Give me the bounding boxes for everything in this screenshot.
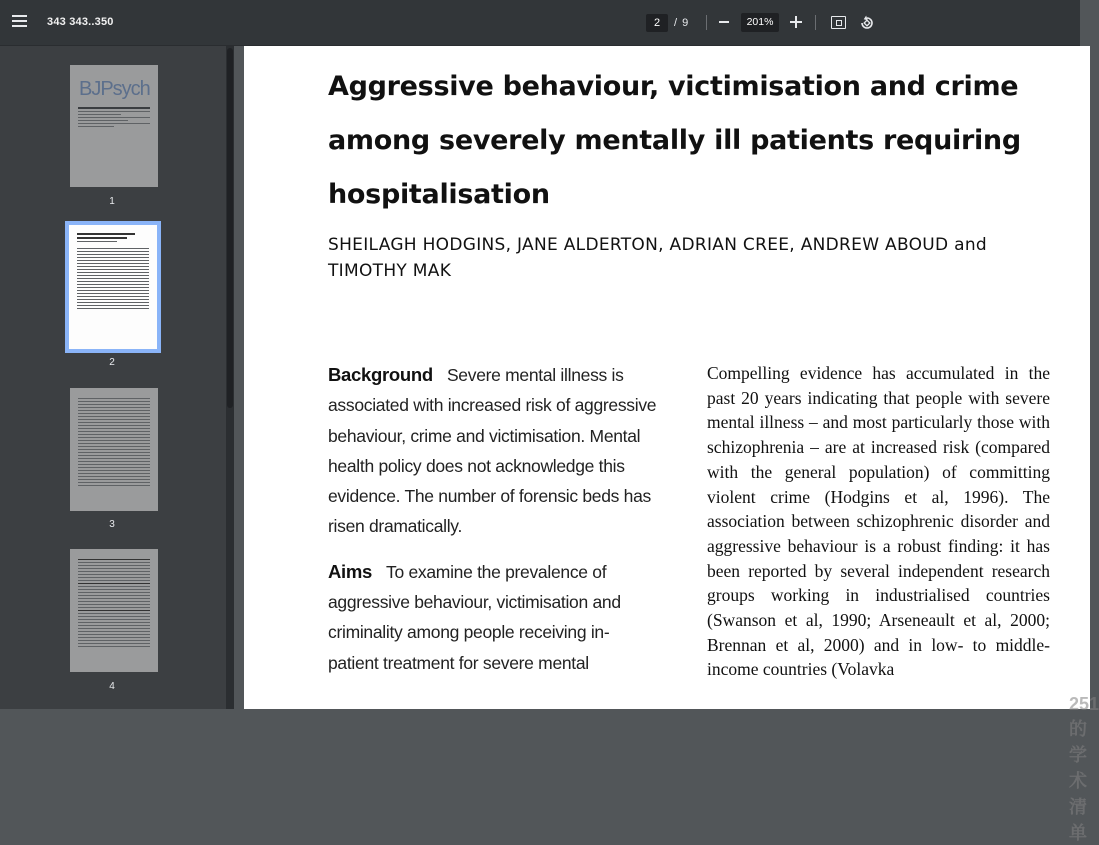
article-authors: SHEILAGH HODGINS, JANE ALDERTON, ADRIAN CREE, ANDREW ABOUD and TIMOTHY MAK bbox=[328, 235, 988, 281]
background-text: Severe mental illness is associated with increased risk of aggressive behaviour, crime and victimisation. Mental health policy does not acknowledge this evidence. The number of forensic beds has risen dramatically. bbox=[328, 365, 657, 537]
sidebar-scrollbar-thumb[interactable] bbox=[227, 48, 233, 408]
thumbnail-label: 1 bbox=[109, 196, 115, 207]
zoom-out-icon[interactable] bbox=[719, 21, 729, 23]
bjpsych-logo: BJPsych bbox=[79, 78, 150, 100]
abstract-background bbox=[328, 360, 658, 542]
thumbnail-text-lines bbox=[78, 398, 150, 488]
toolbar-divider bbox=[706, 15, 707, 30]
pdf-page bbox=[244, 46, 1090, 709]
thumbnail-label: 3 bbox=[109, 519, 115, 530]
page-indicator bbox=[646, 13, 688, 33]
current-page-input[interactable]: 2 bbox=[646, 14, 668, 32]
sidebar-scrollbar[interactable] bbox=[226, 46, 234, 709]
background-heading: Background bbox=[328, 364, 433, 385]
thumbnail-text-lines bbox=[77, 233, 149, 311]
toolbar-divider bbox=[815, 15, 816, 30]
zoom-in-icon[interactable] bbox=[790, 16, 802, 28]
thumbnail-text-lines bbox=[78, 559, 150, 649]
document-viewport[interactable] bbox=[234, 46, 1099, 843]
thumbnail-label: 4 bbox=[109, 681, 115, 692]
watermark: 251的学术清单 bbox=[1069, 694, 1099, 843]
document-title: 343 343..350 bbox=[47, 16, 114, 28]
page-thumbnail-2[interactable] bbox=[69, 225, 157, 349]
rotate-icon[interactable] bbox=[858, 14, 876, 32]
page-thumbnail-1[interactable] bbox=[70, 65, 158, 187]
page-thumbnail-4[interactable] bbox=[70, 549, 158, 672]
pdf-toolbar bbox=[0, 0, 1080, 46]
abstract-column bbox=[328, 360, 658, 693]
page-thumbnail-3[interactable] bbox=[70, 388, 158, 511]
page-separator: / bbox=[674, 17, 678, 29]
thumbnail-label: 2 bbox=[109, 357, 115, 368]
thumbnail-sidebar bbox=[0, 46, 234, 709]
fit-to-page-icon[interactable] bbox=[831, 16, 846, 29]
body-text-column: Compelling evidence has accumulated in the past 20 years indicating that people with severe mental illness – and most particularly those with schizophrenia – are at increased risk (compared with the general population) of committing violent crime (Hodgins et al, 1996). The association between schizophrenic disorder and aggressive behaviour is a robust finding: it has been reported by several independent research groups working in industrialised countries (Swanson et al, 1990; Arseneault et al, 2000; Brennan et al, 2000) and in low- to middle-income countries (Volavka bbox=[707, 363, 1050, 680]
total-pages: 9 bbox=[682, 17, 689, 29]
aims-heading: Aims bbox=[328, 560, 373, 582]
zoom-level-input[interactable]: 201% bbox=[741, 13, 779, 32]
thumbnail-text-lines bbox=[78, 107, 150, 129]
menu-icon[interactable] bbox=[12, 15, 27, 29]
aims-text: To examine the prevalence of aggressive behaviour, victimisation and criminality among people receiving in-patient treatment for severe mental bbox=[328, 561, 621, 673]
abstract-aims bbox=[328, 557, 658, 678]
article-title: Aggressive behaviour, victimisation and crime among severely mentally ill patients requiring hospitalisation bbox=[328, 71, 1021, 210]
